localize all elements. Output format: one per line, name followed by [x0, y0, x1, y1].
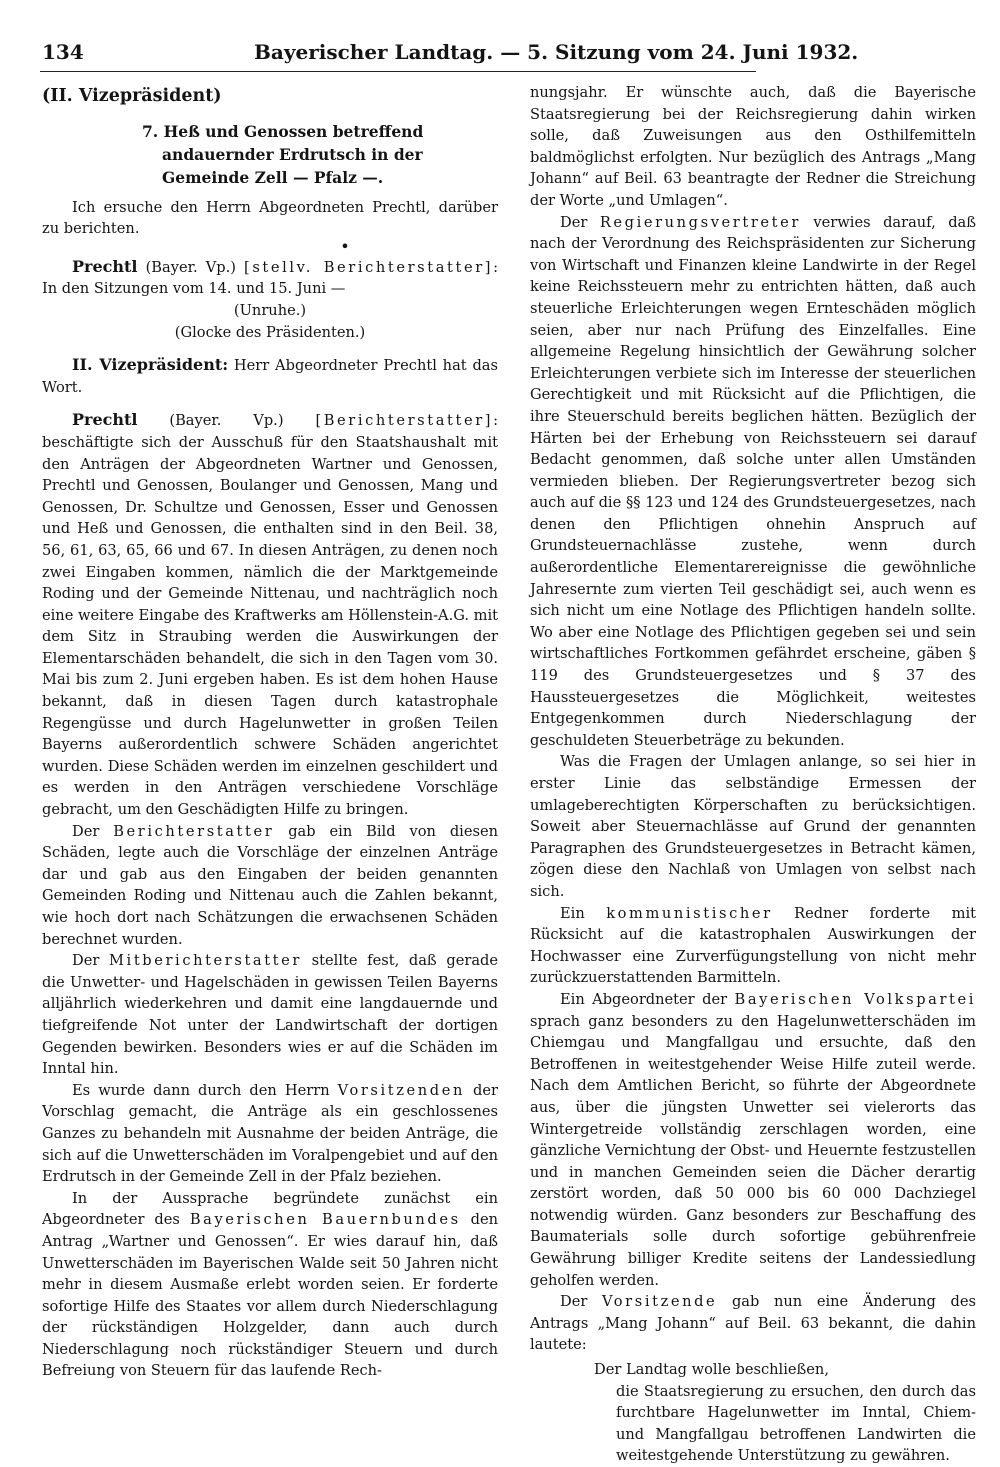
text-run: verwies darauf, daß nach der Verordnung des Reichspräsidenten zur Sicherung von Wirtschaft und Finanzen kleine Landwirte in der Regel keine Reichssteuern mehr zu entrichten hätten, daß auch steuerliche Erleichterungen wegen Ernteschäden möglich seien, aber nur nach Prüfung des Einzelfalles. Eine allgemeine Regelung hinsichtlich der Gewährung solcher Erleichterungen verbiete sich im Interesse der steuerlichen Gerechtigkeit und mit Rücksicht auf die Pflichtigen, die ihre Steuerschuld bereits beglichen hätten. Bezüglich der Härten bei der Erhebung von Reichssteuern sei darauf Bedacht genommen, daß solche unter allen Umständen vermieden blieben. Der Regierungsvertreter bezog sich auch auf die §§ 123 und 124 des Grundsteuergesetzes, nach denen den Pflichtigen ohnehin Anspruch auf Grundsteuernachlässe zustehe, wenn durch außerordentliche Elementarereignisse die gewöhnliche Jahresernte zum vierten Teil geschädigt sei, auch wenn es sich nicht um eine Notlage des Pflichtigen handeln sollte. Wo aber eine Notlage des Pflichtigen gegeben sei und sein wirtschaftliches Fortkommen gefährdet erscheine, gäben § 119 des Grundsteuergesetzes und § 37 des Haussteuergesetzes die Möglichkeit, weitestes Entgegenkommen durch Niederschlagung der geschuldeten Steuerbeträge zu bekunden. — [530, 213, 977, 749]
spaced-term: Vorsitzenden — [337, 1081, 465, 1099]
text-run: Es wurde dann durch den Herrn — [72, 1081, 338, 1099]
paragraph — [42, 1080, 498, 1188]
speech-text: : In den Sitzungen vom 14. und 15. Juni — — [42, 258, 498, 298]
speaker-party: (Bayer. Vp.) — [137, 258, 245, 276]
text-run: Der — [72, 952, 110, 970]
speaker-party: (Bayer. Vp.) — [137, 412, 316, 430]
paragraph — [530, 903, 976, 989]
paragraph — [42, 821, 498, 951]
text-run: Der — [560, 1293, 602, 1311]
paragraph — [42, 1188, 498, 1382]
stage-direction: (Glocke des Präsidenten.) — [174, 323, 366, 341]
speaker-name: II. Vizepräsident: — [72, 355, 229, 375]
speech-paragraph — [42, 409, 498, 820]
stage-direction: (Unruhe.) — [233, 301, 307, 319]
spaced-term: Vorsitzende — [601, 1293, 718, 1311]
paragraph: nungsjahr. Er wünschte auch, daß die Bayerische Staatsregierung bei der Reichsregierung dahin wirken solle, daß Zuweisungen aus den Osthilfemitteln baldmöglichst erfolgten. Nur bezüglich des Antrags „Mang Johann“ auf Beil. 63 beantragte der Redner die Streichung der Worte „und Umlagen“. — [530, 84, 976, 209]
text-run: Der — [72, 822, 114, 840]
section-label: (II. Vizepräsident) — [42, 86, 222, 106]
left-column — [42, 82, 498, 1382]
text-run: gab ein Bild von diesen Schäden, legte auch die Vorschläge der einzelnen Anträge dar und gab aus den Eingaben der beiden genannten Gemeinden Roding und Nittenau auch die Zahlen bekannt, wie hoch dort nach Schätzungen die erwachsenen Schäden berechnet wurden. — [42, 822, 498, 948]
text-run: Ein — [560, 904, 607, 922]
page-number: 134 — [42, 40, 84, 64]
text-run: Ein Abgeordneter der — [560, 990, 735, 1008]
spaced-term: Regierungsvertreter — [599, 213, 801, 231]
text-run: stellte fest, daß gerade die Unwetter- und Hagelschäden in gewissen Teilen Bayerns alljährlich wiederkehren und damit eine langdauernde und tiefgreifende Not unter der Landwirtschaft der dortigen Gegenden bewirken. Besonders wies er auf die Schäden im Inntal hin. — [42, 952, 499, 1078]
text-run: der Vorschlag gemacht, die Anträge als ein geschlossenes Ganzes zu behandeln mit Ausnahme der beiden Anträge, die sich auf die Unwetterschäden im Voralpengebiet und auf den Erdrutsch in der Gemeinde Zell in der Pfalz beziehen. — [42, 1081, 498, 1186]
ink-dot: • — [340, 236, 350, 256]
speaker-name: Prechtl — [72, 410, 138, 430]
speech-text: Herr Abgeordneter Prechtl hat das Wort. — [42, 357, 498, 396]
text-run: den Antrag „Wartner und Genossen“. Er wies darauf hin, daß Unwetterschäden im Bayerischen Walde seit 50 Jahren nicht mehr in diesem Ausmaße erlebt worden seien. Er forderte sofortige Hilfe des Staates vor allem durch Niederschlagung der rückständigen Holzgelder, dann auch durch Niederschlagung noch rückständiger Steuern und durch Befreiung von Steuern für das laufende Rech- — [42, 1211, 498, 1380]
paragraph — [530, 1291, 976, 1356]
spaced-term: Berichterstatter — [113, 822, 275, 840]
text-run: Redner forderte mit Rücksicht auf die katastrophalen Auswirkungen der Hochwasser eine Zurverfügungstellung von nicht mehr zurückzuerstattenden Barmitteln. — [530, 904, 977, 987]
speech-paragraph — [42, 354, 498, 398]
header-rule — [40, 71, 756, 72]
motion-quote-text: die Staatsregierung zu ersuchen, den durch das furchtbare Hagelunwetter im Inntal, Chiem- und Mangfallgau betroffenen Landwirten die weitestgehende Unterstützung zu gewähren. — [616, 1382, 976, 1465]
right-column — [530, 82, 976, 1467]
speaker-role: [stellv. Berichterstatter] — [244, 258, 494, 276]
text-run: gab nun eine Änderung des Antrags „Mang Johann“ auf Beil. 63 bekannt, die dahin lautete: — [530, 1293, 977, 1354]
paragraph — [530, 212, 976, 752]
text-run: sprach ganz besonders zu den Hagelunwetterschäden im Chiemgau und Mangfallgau und ersuchte, daß den Betroffenen in weitestgehender Weise Hilfe zuteil werde. Nach dem Amtlichen Bericht, so führte der Abgeordnete aus, über die jüngsten Unwetter sei vielerorts das Wintergetreide vollständig zerschlagen worden, eine gänzliche Vernichtung der Obst- und Heuernte festzustellen und in manchen Gemeinden seien die Dächer derartig zerstört worden, daß 50 000 bis 60 000 Dachziegel notwendig würden. Ganz besonders zur Beschaffung des Baumaterials solle durch sofortige gebührenfreie Gewährung billiger Kredite seitens der Landessiedlung geholfen werden. — [530, 1012, 976, 1289]
spaced-term: Mitberichterstatter — [109, 952, 302, 970]
speech-text: : beschäftigte sich der Ausschuß für den Staatshaushalt mit den Anträgen der Abgeordneten Wartner und Genossen, Prechtl und Genossen, Boulanger und Genossen, Mang und Genossen, Dr. Schultze und Genossen, Esser und Genossen und Heß und Genossen, die enthalten sind in den Beil. 38, 56, 61, 63, 65, 66 und 67. In diesen Anträgen, zu denen noch zwei Eingaben kommen, nämlich die der Marktgemeinde Roding und der Gemeinde Nittenau, und nachträglich noch eine weitere Eingabe des Kraftwerks am Höllenstein-A.G. mit dem Sitz in Straubing werden die Auswirkungen der Elementarschäden behandelt, die sich in den Tagen vom 30. Mai bis zum 2. Juni ergeben haben. Es ist dem hohen Hause bekannt, daß in diesen Tagen durch katastrophale Regengüsse und durch Hagelunwetter in großen Teilen Bayerns außerordentlich schwere Schäden angerichtet wurden. Diese Schäden werden im einzelnen geschildert und es werden in den Anträgen verschiedene Vorschläge gebracht, um den Geschädigten Hilfe zu bringen. — [42, 412, 498, 819]
paragraph: Ich ersuche den Herrn Abgeordneten Prechtl, darüber zu berichten. — [42, 198, 498, 238]
text-run: Der — [560, 213, 600, 231]
text-run: In der Aussprache begründete zunächst ein Abgeordneter des — [42, 1189, 498, 1229]
paragraph — [530, 989, 976, 1291]
speaker-name: Prechtl — [72, 256, 138, 276]
spaced-term: Bayerischen Bauernbundes — [189, 1211, 461, 1229]
agenda-item-heading: 7. Heß und Genossen betreffend andauernder Erdrutsch in der Gemeinde Zell — Pfalz —. — [142, 121, 424, 187]
motion-quote-intro: Der Landtag wolle beschließen, — [594, 1361, 829, 1379]
spaced-term: Bayerischen Volkspartei — [734, 990, 976, 1008]
spaced-term: kommunistischer — [606, 904, 773, 922]
paragraph — [42, 950, 498, 1080]
paragraph: Was die Fragen der Umlagen anlange, so sei hier in erster Linie das selbständige Ermessen der umlageberechtigten Körperschaften zu berücksichtigen. Soweit aber Steuernachlässe auf Grund der genannten Paragraphen des Grundsteuergesetzes in Betracht kämen, zögen diese den Nachlaß von Umlagen von selbst nach sich. — [530, 753, 976, 900]
running-title: Bayerischer Landtag. — 5. Sitzung vom 24. Juni 1932. — [254, 40, 859, 64]
speaker-role: [Berichterstatter] — [315, 412, 494, 430]
speech-paragraph — [42, 256, 498, 300]
